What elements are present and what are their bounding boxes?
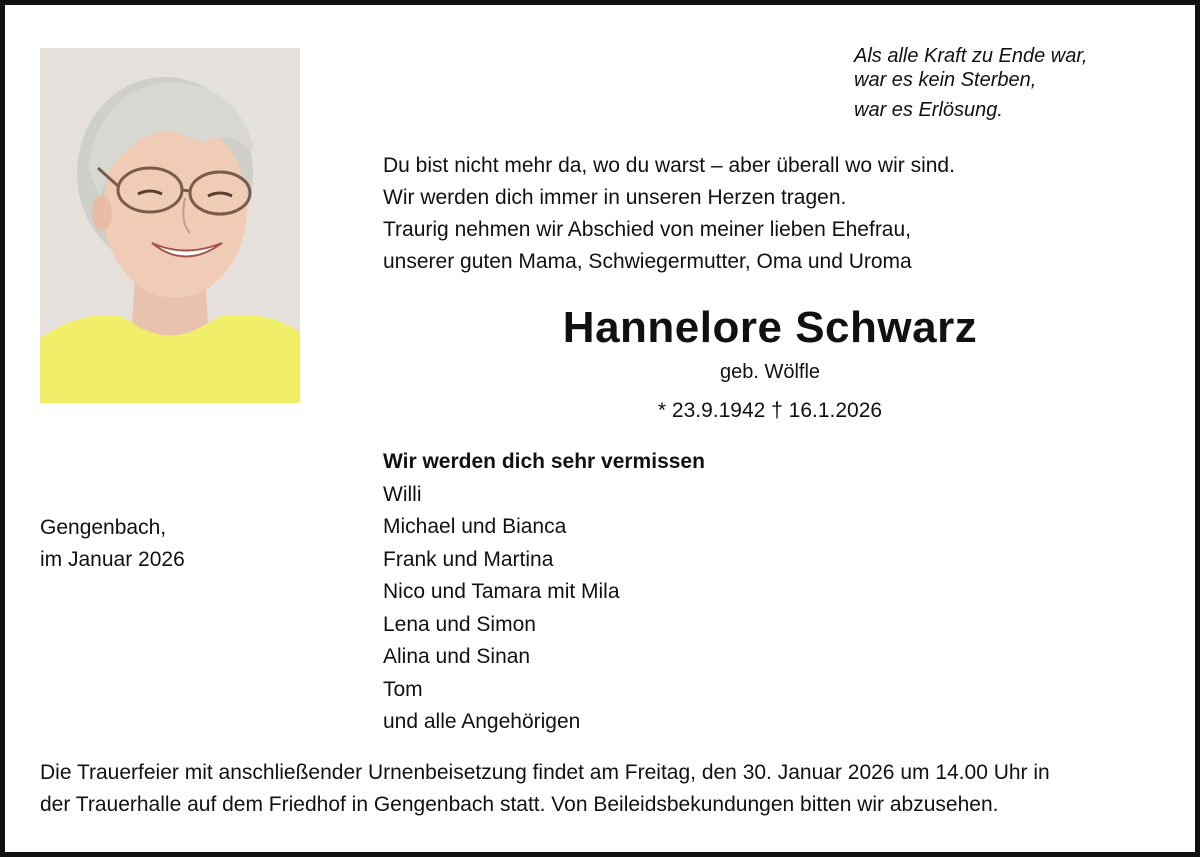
funeral-info-line: Die Trauerfeier mit anschließender Urnenbeisetzung findet am Freitag, den 30. Januar 2026 um 14.00 Uhr in (40, 761, 1050, 784)
mourner-name: Willi (383, 482, 422, 506)
quote-line: Als alle Kraft zu Ende war, (854, 45, 1088, 67)
place-and-date (40, 512, 185, 576)
funeral-info (40, 757, 1170, 821)
mourner-name: Tom (383, 677, 423, 701)
mourner-name: Lena und Simon (383, 612, 536, 636)
funeral-info-line: der Trauerhalle auf dem Friedhof in Gengenbach statt. Von Beileidsbekundungen bitten wir abzusehen. (40, 793, 999, 816)
birth-name: geb. Wölfle (719, 361, 821, 383)
mourner-name: Frank und Martina (383, 547, 554, 571)
date-line: im Januar 2026 (40, 548, 185, 571)
deceased-name: Hannelore Schwarz (562, 303, 978, 352)
intro-line: unserer guten Mama, Schwiegermutter, Oma und Uroma (383, 250, 912, 273)
portrait-photo (40, 48, 300, 403)
intro-line: Traurig nehmen wir Abschied von meiner lieben Ehefrau, (383, 218, 912, 241)
intro-line: Du bist nicht mehr da, wo du warst – aber überall wo wir sind. (383, 154, 955, 177)
mourners-list (383, 446, 705, 739)
life-dates: * 23.9.1942 † 16.1.2026 (657, 399, 883, 422)
place-line: Gengenbach, (40, 516, 167, 539)
intro-line: Wir werden dich immer in unseren Herzen tragen. (383, 186, 847, 209)
mourner-name: Michael und Bianca (383, 515, 567, 538)
mourners-heading: Wir werden dich sehr vermissen (383, 450, 705, 473)
intro-text (383, 150, 1083, 278)
quote-line: war es Erlösung. (854, 99, 1003, 121)
memorial-quote (854, 44, 1087, 122)
quote-line: war es kein Sterben, (854, 69, 1037, 91)
mourner-name: Alina und Sinan (383, 645, 531, 668)
mourner-name: Nico und Tamara mit Mila (383, 580, 620, 603)
mourner-name: und alle Angehörigen (383, 710, 581, 733)
